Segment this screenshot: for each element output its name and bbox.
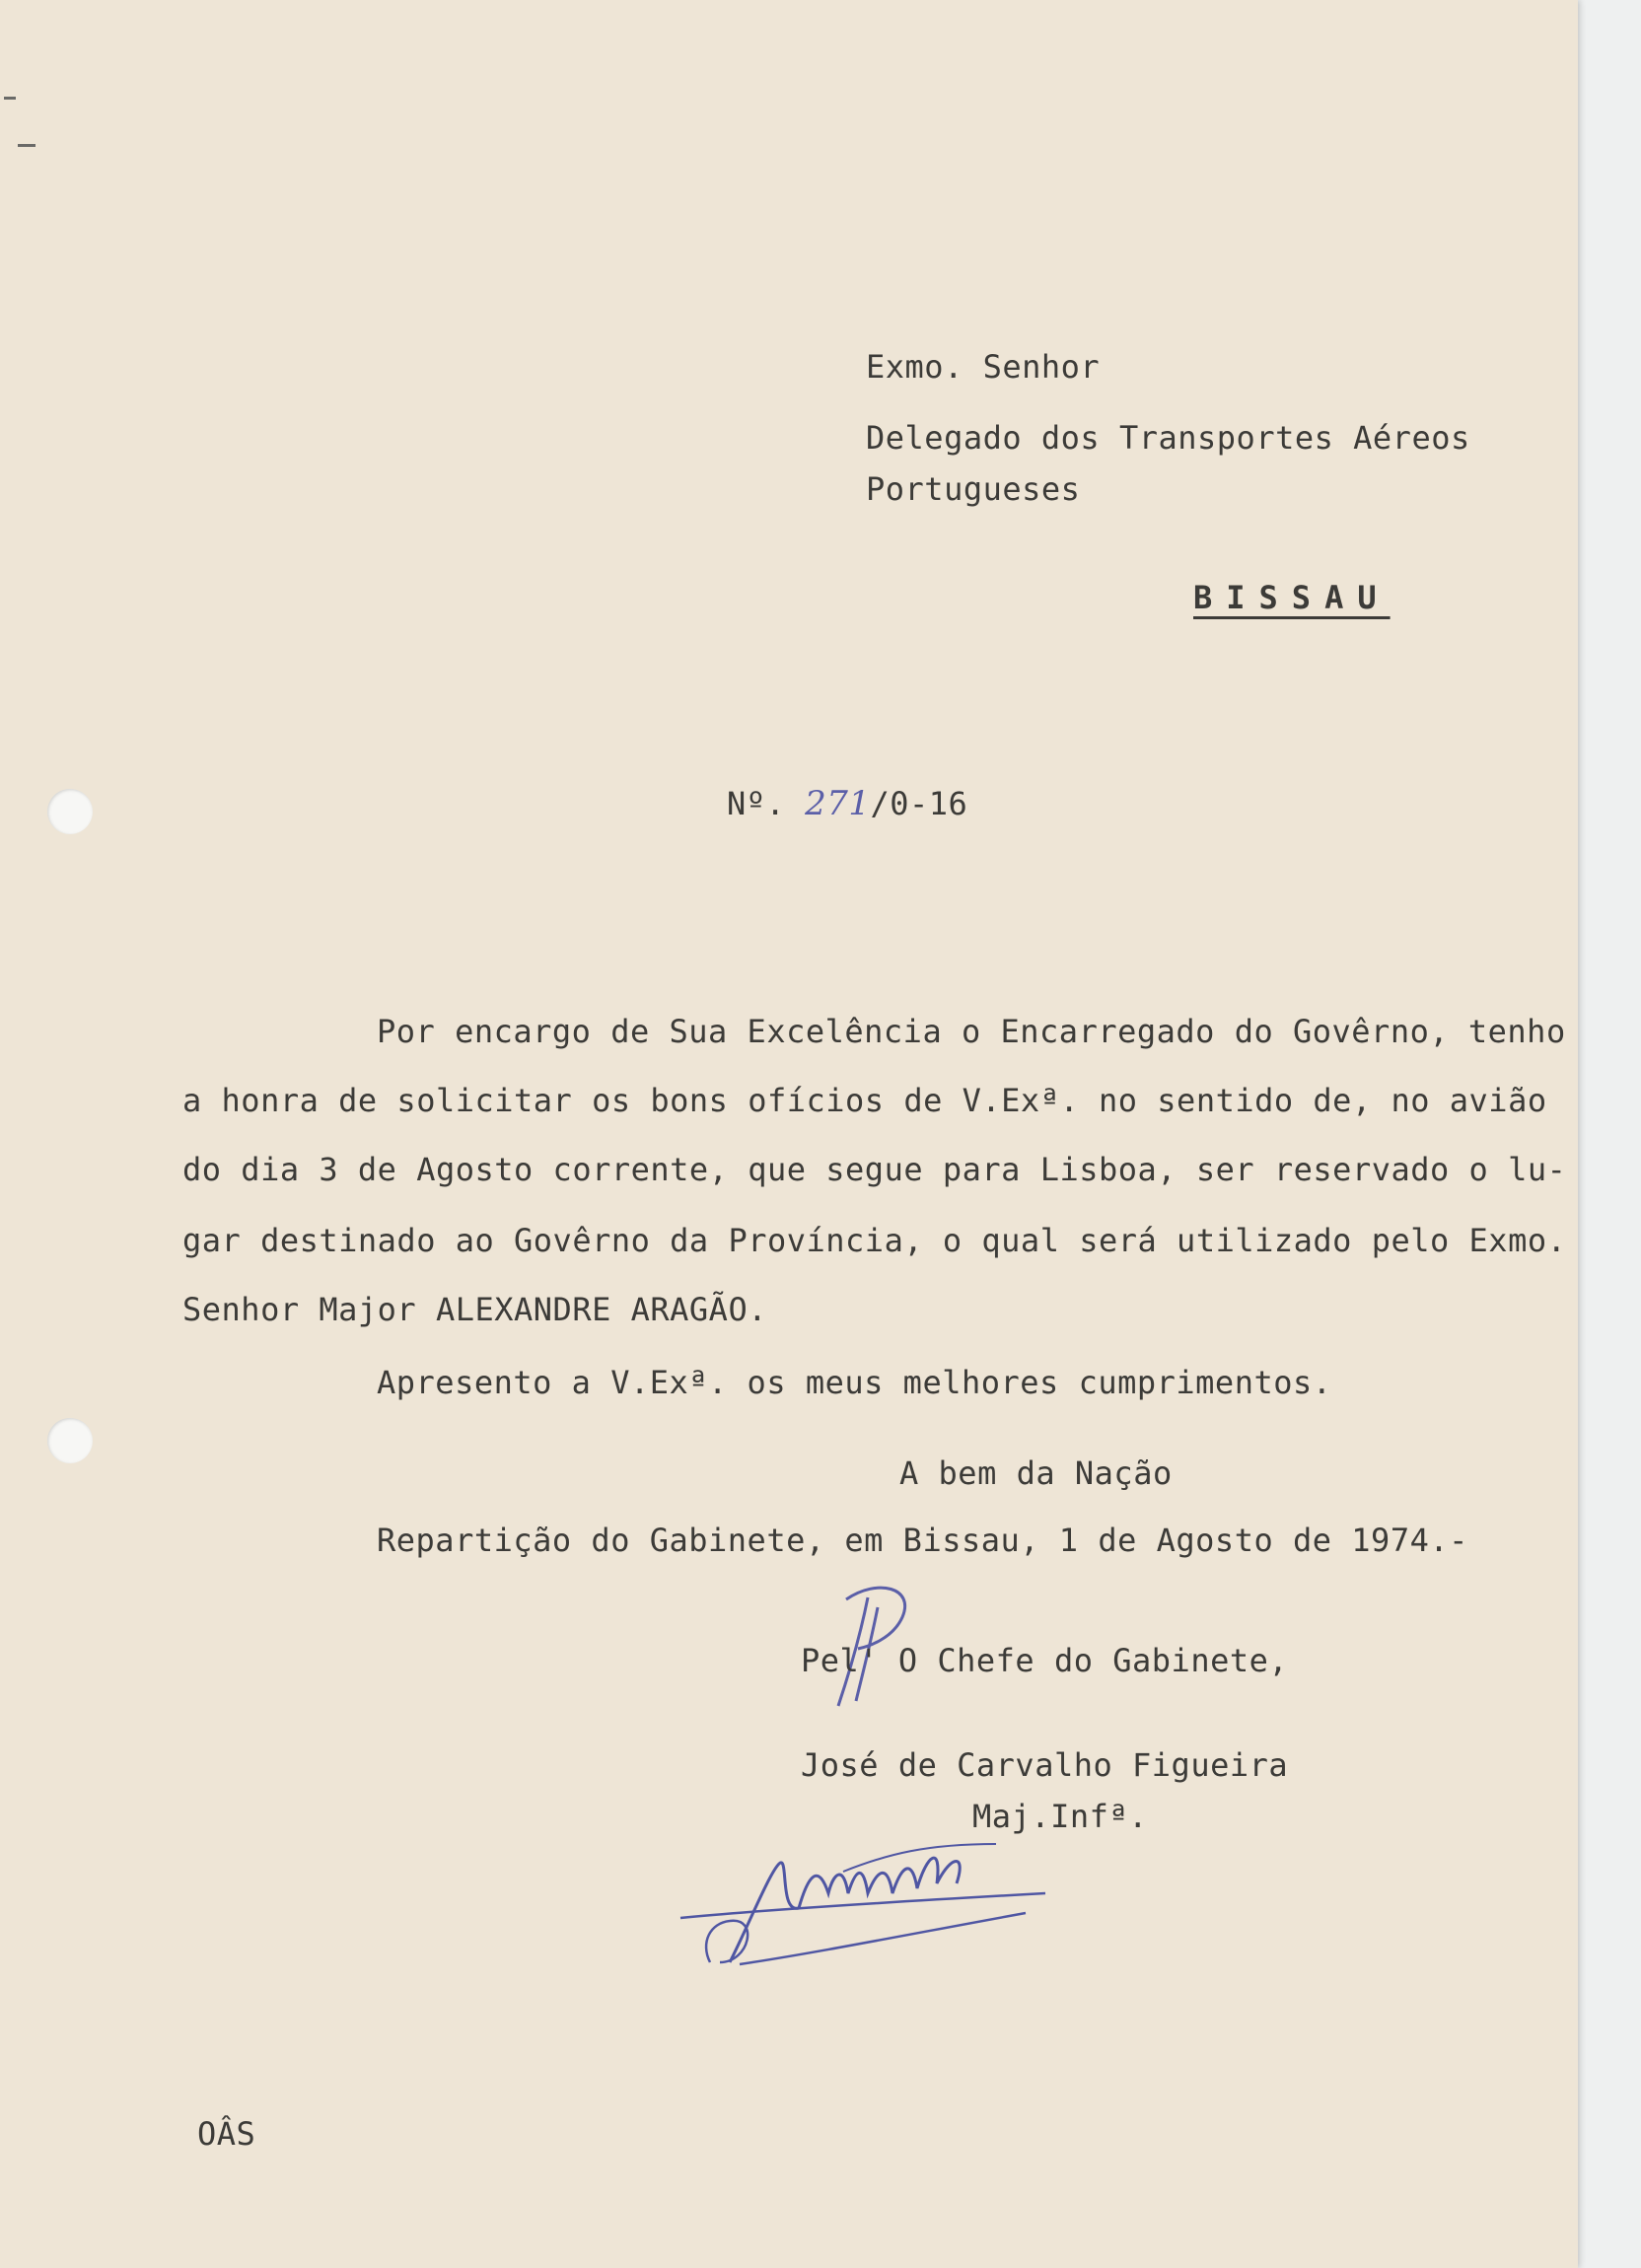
body-line: a honra de solicitar os bons ofícios de V.Exª. no sentido de, no avião <box>182 1082 1547 1119</box>
body-line: gar destinado ao Govêrno da Província, o qual será utilizado pelo Exmo. <box>182 1222 1567 1259</box>
body-line: Senhor Major ALEXANDRE ARAGÃO. <box>182 1291 767 1328</box>
document-number-prefix: Nº. <box>727 785 786 822</box>
place-and-date: Repartição do Gabinete, em Bissau, 1 de Agosto de 1974.- <box>377 1522 1468 1559</box>
typist-initials: OÂS <box>197 2115 256 2153</box>
motto: A bem da Nação <box>899 1454 1173 1492</box>
signing-role <box>801 1642 1289 1679</box>
document-number-suffix: /0-16 <box>870 785 968 822</box>
signer-name: José de Carvalho Figueira <box>801 1746 1289 1784</box>
addressee-salutation: Exmo. Senhor <box>866 348 1101 386</box>
body-line: do dia 3 de Agosto corrente, que segue para Lisboa, ser reservado o lu- <box>182 1151 1567 1188</box>
addressee-name-continued: Portugueses <box>866 470 1081 508</box>
body-line: Por encargo de Sua Excelência o Encarregado do Govêrno, tenho <box>377 1013 1566 1050</box>
addressee-name: Delegado dos Transportes Aéreos <box>866 419 1470 457</box>
signing-role-text: O Chefe do Gabinete, <box>897 1642 1289 1679</box>
closing-line: Apresento a V.Exª. os meus melhores cumprimentos. <box>377 1364 1332 1401</box>
signer-rank: Maj.Infª. <box>972 1798 1148 1835</box>
signing-prefix: Pel' <box>801 1642 880 1679</box>
document-number-handwritten: 271 <box>805 784 871 823</box>
handwritten-signature <box>671 1814 1065 1982</box>
addressee-city: BISSAU <box>1193 579 1391 616</box>
